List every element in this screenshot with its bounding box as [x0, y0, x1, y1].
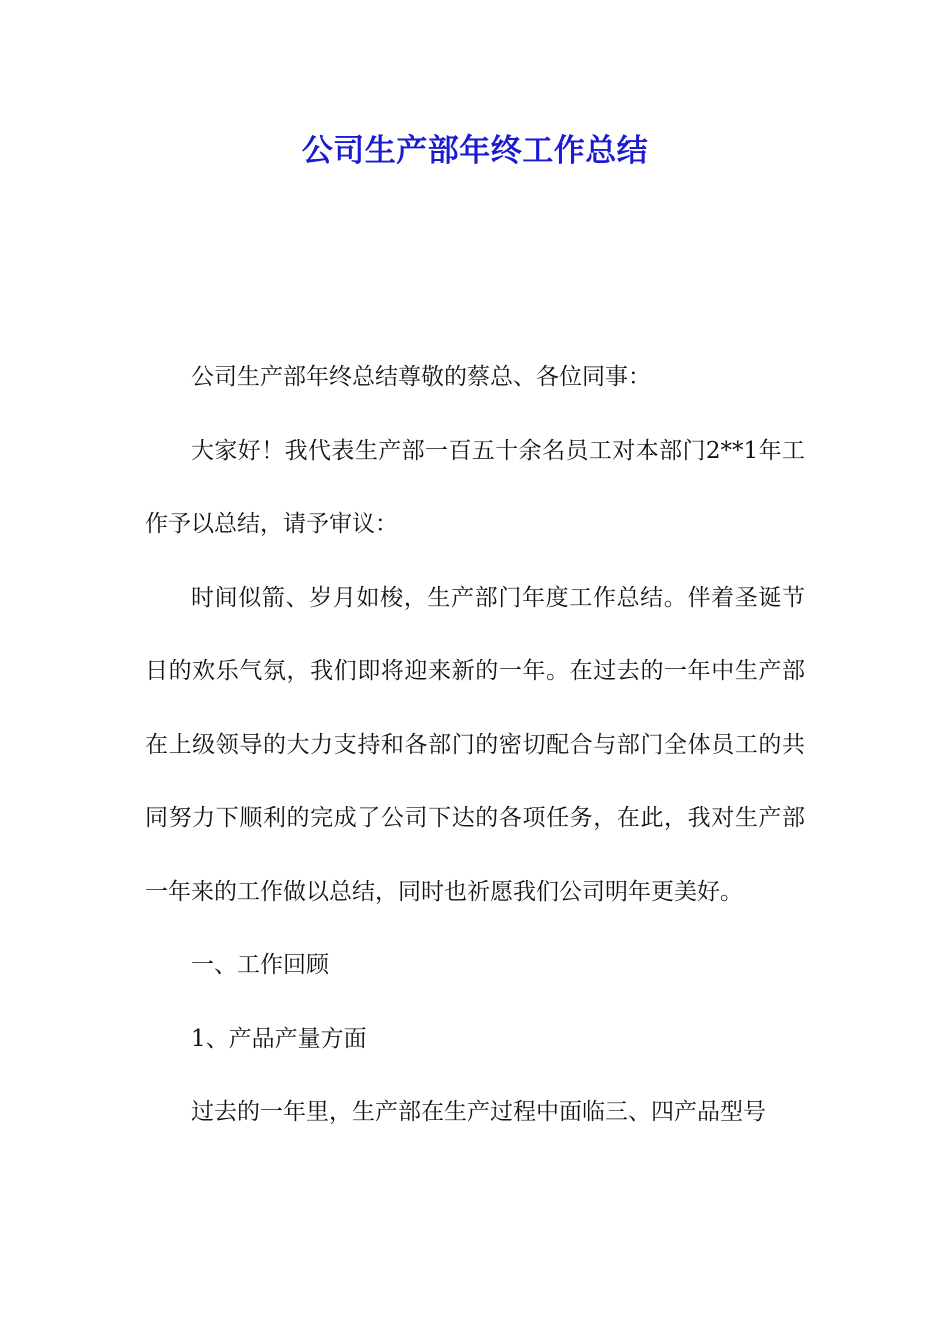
paragraph-intro: 时间似箭、岁月如梭，生产部门年度工作总结。伴着圣诞节日的欢乐气氛，我们即将迎来新的一年。在过去的一年中生产部在上级领导的大力支持和各部门的密切配合与部门全体员工的共同努力下顺利的完成了公司下达的各项任务，在此，我对生产部一年来的工作做以总结，同时也祈愿我们公司明年更美好。 — [145, 584, 805, 905]
document-title: 公司生产部年终工作总结 — [301, 133, 649, 169]
document-body — [145, 341, 805, 1150]
section-heading: 一、工作回顾 — [191, 952, 329, 978]
paragraph-salutation: 公司生产部年终总结尊敬的蔡总、各位同事： — [191, 364, 651, 390]
subsection-heading: 1、产品产量方面 — [191, 1025, 367, 1052]
paragraph-greeting: 大家好！我代表生产部一百五十余名员工对本部门2**1年工作予以总结，请予审议： — [145, 437, 805, 537]
paragraph-output: 过去的一年里，生产部在生产过程中面临三、四产品型号 — [191, 1099, 766, 1125]
